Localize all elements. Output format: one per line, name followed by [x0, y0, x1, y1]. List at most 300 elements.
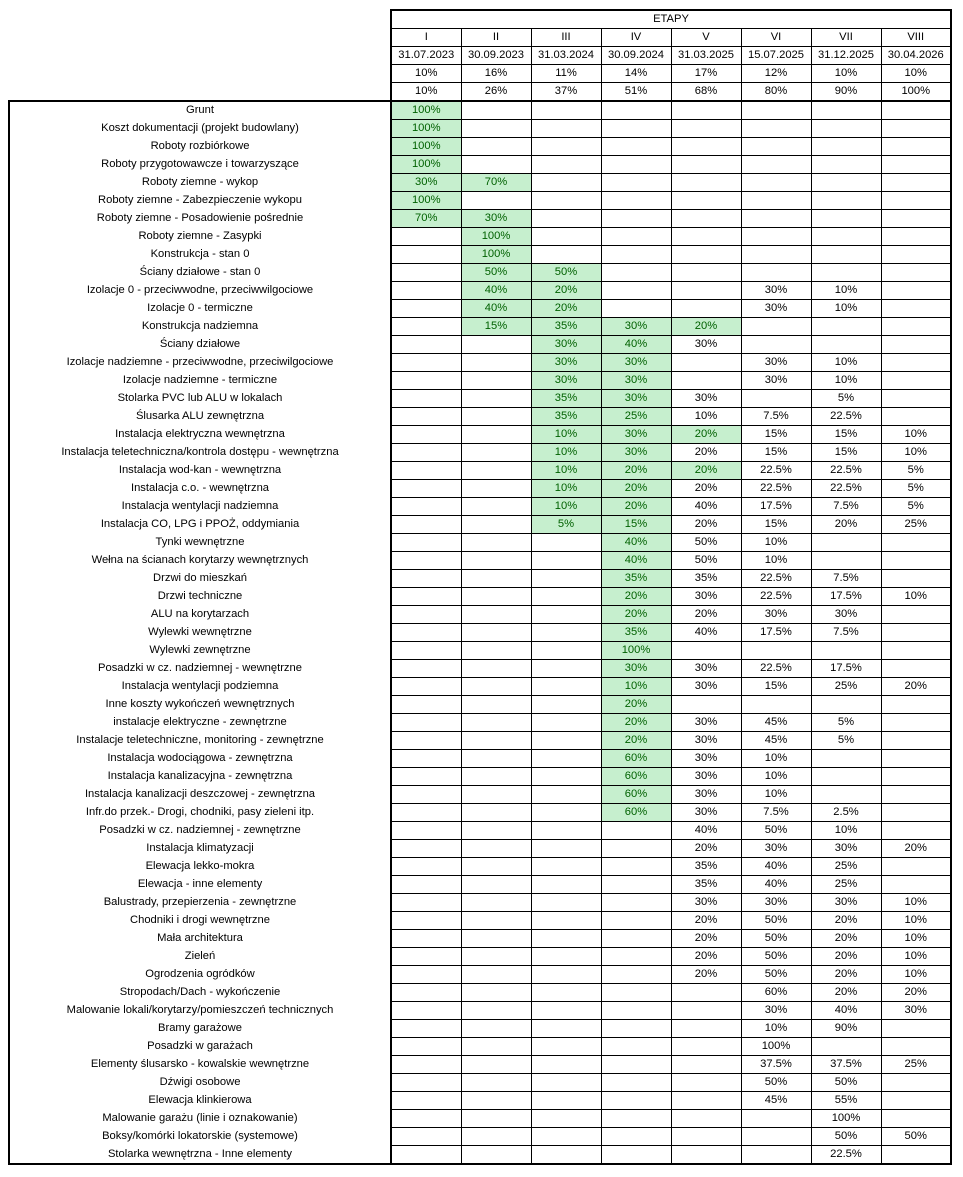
empty-cell [811, 101, 881, 120]
empty-cell [811, 534, 881, 552]
empty-cell [531, 174, 601, 192]
row-label: Roboty rozbiórkowe [9, 138, 391, 156]
table-row [9, 858, 951, 876]
percent-cell: 17.5% [741, 498, 811, 516]
percent-cell: 50% [461, 264, 531, 282]
empty-cell [531, 822, 601, 840]
percent-cell: 20% [601, 696, 671, 714]
empty-cell [671, 1002, 741, 1020]
empty-cell [671, 120, 741, 138]
empty-cell [461, 336, 531, 354]
empty-cell [391, 750, 461, 768]
empty-cell [391, 1002, 461, 1020]
percent-cell: 40% [671, 498, 741, 516]
percent-cell: 30% [671, 894, 741, 912]
percent-cell: 5% [531, 516, 601, 534]
empty-cell [741, 101, 811, 120]
percent-cell: 20% [601, 714, 671, 732]
table-row [9, 696, 951, 714]
empty-cell [391, 354, 461, 372]
percent-cell: 30% [671, 786, 741, 804]
percent-cell: 5% [881, 480, 951, 498]
percent-cell: 10% [671, 408, 741, 426]
table-row [9, 1128, 951, 1146]
percent-cell: 10% [811, 822, 881, 840]
empty-cell [461, 624, 531, 642]
table-row [9, 678, 951, 696]
empty-cell [391, 264, 461, 282]
empty-cell [461, 156, 531, 174]
row-label: Instalacje teletechniczne, monitoring - zewnętrzne [9, 732, 391, 750]
percent-cell: 35% [671, 570, 741, 588]
empty-cell [391, 660, 461, 678]
empty-cell [811, 192, 881, 210]
empty-cell [601, 966, 671, 984]
empty-cell [811, 228, 881, 246]
header-cumulative-percent-row [9, 83, 951, 102]
empty-cell [741, 1128, 811, 1146]
percent-cell: 100% [601, 642, 671, 660]
table-row [9, 156, 951, 174]
empty-cell [881, 714, 951, 732]
empty-cell [531, 228, 601, 246]
cumulative-percent-cell: 26% [461, 83, 531, 102]
percent-cell: 60% [601, 768, 671, 786]
empty-cell [391, 516, 461, 534]
empty-cell [531, 1092, 601, 1110]
empty-cell [461, 840, 531, 858]
empty-cell [461, 804, 531, 822]
row-label: Ślusarka ALU zewnętrzna [9, 408, 391, 426]
percent-cell: 20% [671, 840, 741, 858]
table-row [9, 1092, 951, 1110]
row-label: Mała architektura [9, 930, 391, 948]
empty-cell [601, 174, 671, 192]
row-label: Stolarka wewnętrzna - Inne elementy [9, 1146, 391, 1165]
percent-cell: 30% [601, 354, 671, 372]
empty-cell [601, 1002, 671, 1020]
empty-cell [461, 912, 531, 930]
percent-cell: 25% [811, 678, 881, 696]
empty-cell [461, 570, 531, 588]
empty-cell [531, 1146, 601, 1165]
percent-cell: 20% [531, 282, 601, 300]
empty-cell [391, 624, 461, 642]
row-label: Drzwi techniczne [9, 588, 391, 606]
empty-cell [531, 1038, 601, 1056]
percent-cell: 40% [601, 552, 671, 570]
row-label: Malowanie lokali/korytarzy/pomieszczeń technicznych [9, 1002, 391, 1020]
empty-cell [881, 786, 951, 804]
empty-cell [881, 552, 951, 570]
empty-cell [601, 300, 671, 318]
empty-cell [881, 156, 951, 174]
percent-cell: 10% [811, 354, 881, 372]
row-label: Elewacja klinkierowa [9, 1092, 391, 1110]
empty-cell [881, 534, 951, 552]
percent-cell: 30% [741, 840, 811, 858]
table-row [9, 588, 951, 606]
empty-cell [391, 930, 461, 948]
empty-cell [671, 1146, 741, 1165]
empty-cell [391, 588, 461, 606]
stage-date-cell: 31.03.2024 [531, 47, 601, 65]
percent-cell: 40% [671, 624, 741, 642]
percent-cell: 5% [811, 390, 881, 408]
empty-cell [391, 390, 461, 408]
empty-cell [811, 642, 881, 660]
percent-cell: 7.5% [741, 408, 811, 426]
percent-cell: 40% [741, 858, 811, 876]
empty-cell [391, 714, 461, 732]
percent-cell: 2.5% [811, 804, 881, 822]
empty-cell [881, 750, 951, 768]
table-row [9, 912, 951, 930]
empty-cell [531, 714, 601, 732]
stage-percent-cell: 10% [391, 65, 461, 83]
table-row [9, 840, 951, 858]
empty-cell [461, 1002, 531, 1020]
percent-cell: 20% [671, 930, 741, 948]
percent-cell: 30% [531, 372, 601, 390]
header-blank-cell [9, 47, 391, 65]
percent-cell: 10% [741, 1020, 811, 1038]
empty-cell [461, 1038, 531, 1056]
row-label: Zieleń [9, 948, 391, 966]
percent-cell: 35% [531, 390, 601, 408]
empty-cell [391, 1056, 461, 1074]
empty-cell [671, 174, 741, 192]
percent-cell: 20% [671, 462, 741, 480]
empty-cell [671, 1020, 741, 1038]
table-row [9, 570, 951, 588]
empty-cell [461, 462, 531, 480]
empty-cell [391, 498, 461, 516]
percent-cell: 60% [601, 750, 671, 768]
table-row [9, 228, 951, 246]
empty-cell [881, 282, 951, 300]
empty-cell [461, 390, 531, 408]
percent-cell: 15% [741, 426, 811, 444]
empty-cell [461, 1128, 531, 1146]
row-label: Instalacja wentylacji nadziemna [9, 498, 391, 516]
row-label: Stropodach/Dach - wykończenie [9, 984, 391, 1002]
row-label: Stolarka PVC lub ALU w lokalach [9, 390, 391, 408]
percent-cell: 5% [881, 462, 951, 480]
table-row [9, 120, 951, 138]
percent-cell: 20% [671, 912, 741, 930]
empty-cell [811, 750, 881, 768]
empty-cell [391, 1074, 461, 1092]
percent-cell: 30% [741, 354, 811, 372]
percent-cell: 15% [811, 426, 881, 444]
table-row [9, 372, 951, 390]
percent-cell: 22.5% [741, 660, 811, 678]
percent-cell: 5% [811, 714, 881, 732]
empty-cell [391, 840, 461, 858]
empty-cell [671, 1056, 741, 1074]
empty-cell [881, 390, 951, 408]
percent-cell: 10% [881, 588, 951, 606]
percent-cell: 30% [811, 894, 881, 912]
percent-cell: 35% [531, 408, 601, 426]
empty-cell [881, 1146, 951, 1165]
empty-cell [461, 678, 531, 696]
row-label: Izolacje 0 - przeciwwodne, przeciwwilgociowe [9, 282, 391, 300]
stage-number-cell: III [531, 29, 601, 47]
table-row [9, 300, 951, 318]
percent-cell: 100% [391, 120, 461, 138]
empty-cell [881, 822, 951, 840]
row-label: Elewacja lekko-mokra [9, 858, 391, 876]
empty-cell [391, 372, 461, 390]
percent-cell: 25% [881, 516, 951, 534]
table-row [9, 894, 951, 912]
empty-cell [741, 1146, 811, 1165]
empty-cell [461, 858, 531, 876]
row-label: Posadzki w cz. nadziemnej - zewnętrzne [9, 822, 391, 840]
stage-number-cell: II [461, 29, 531, 47]
empty-cell [531, 1128, 601, 1146]
empty-cell [531, 192, 601, 210]
table-row [9, 534, 951, 552]
empty-cell [601, 840, 671, 858]
row-label: Instalacja c.o. - wewnętrzna [9, 480, 391, 498]
stage-percent-cell: 10% [811, 65, 881, 83]
empty-cell [671, 1074, 741, 1092]
empty-cell [741, 1110, 811, 1128]
row-label: Malowanie garażu (linie i oznakowanie) [9, 1110, 391, 1128]
percent-cell: 10% [531, 480, 601, 498]
empty-cell [461, 192, 531, 210]
empty-cell [601, 120, 671, 138]
percent-cell: 20% [531, 300, 601, 318]
empty-cell [881, 624, 951, 642]
percent-cell: 30% [601, 444, 671, 462]
percent-cell: 40% [601, 336, 671, 354]
row-label: Izolacje nadziemne - termiczne [9, 372, 391, 390]
empty-cell [671, 1092, 741, 1110]
empty-cell [881, 192, 951, 210]
percent-cell: 20% [811, 912, 881, 930]
empty-cell [391, 1038, 461, 1056]
empty-cell [671, 156, 741, 174]
percent-cell: 22.5% [741, 588, 811, 606]
percent-cell: 20% [671, 948, 741, 966]
empty-cell [741, 696, 811, 714]
stage-number-cell: IV [601, 29, 671, 47]
percent-cell: 20% [671, 516, 741, 534]
percent-cell: 50% [671, 534, 741, 552]
table-row [9, 750, 951, 768]
empty-cell [531, 120, 601, 138]
percent-cell: 60% [601, 786, 671, 804]
empty-cell [601, 984, 671, 1002]
percent-cell: 20% [881, 984, 951, 1002]
percent-cell: 35% [671, 858, 741, 876]
empty-cell [601, 1110, 671, 1128]
percent-cell: 70% [391, 210, 461, 228]
empty-cell [391, 984, 461, 1002]
empty-cell [741, 336, 811, 354]
row-label: Koszt dokumentacji (projekt budowlany) [9, 120, 391, 138]
percent-cell: 10% [741, 552, 811, 570]
percent-cell: 100% [811, 1110, 881, 1128]
empty-cell [391, 1020, 461, 1038]
empty-cell [461, 101, 531, 120]
empty-cell [391, 570, 461, 588]
percent-cell: 20% [811, 966, 881, 984]
empty-cell [671, 210, 741, 228]
row-label: Ogrodzenia ogródków [9, 966, 391, 984]
row-label: Wylewki zewnętrzne [9, 642, 391, 660]
cumulative-percent-cell: 80% [741, 83, 811, 102]
empty-cell [601, 1092, 671, 1110]
empty-cell [461, 138, 531, 156]
percent-cell: 30% [671, 336, 741, 354]
empty-cell [881, 858, 951, 876]
empty-cell [601, 228, 671, 246]
percent-cell: 20% [671, 480, 741, 498]
empty-cell [601, 246, 671, 264]
header-stage-percent-row [9, 65, 951, 83]
percent-cell: 30% [671, 714, 741, 732]
empty-cell [741, 246, 811, 264]
empty-cell [811, 786, 881, 804]
empty-cell [671, 372, 741, 390]
empty-cell [811, 210, 881, 228]
row-label: Instalacja kanalizacyjna - zewnętrzna [9, 768, 391, 786]
empty-cell [741, 174, 811, 192]
row-label: Wełna na ścianach korytarzy wewnętrznych [9, 552, 391, 570]
percent-cell: 22.5% [741, 480, 811, 498]
percent-cell: 20% [601, 732, 671, 750]
empty-cell [531, 840, 601, 858]
empty-cell [881, 642, 951, 660]
empty-cell [531, 156, 601, 174]
empty-cell [811, 1038, 881, 1056]
percent-cell: 30% [601, 426, 671, 444]
row-label: Konstrukcja - stan 0 [9, 246, 391, 264]
percent-cell: 37.5% [741, 1056, 811, 1074]
stage-date-cell: 30.09.2024 [601, 47, 671, 65]
empty-cell [391, 318, 461, 336]
percent-cell: 20% [671, 606, 741, 624]
row-label: Instalacja kanalizacji deszczowej - zewnętrzna [9, 786, 391, 804]
empty-cell [601, 912, 671, 930]
percent-cell: 100% [461, 246, 531, 264]
empty-cell [531, 696, 601, 714]
empty-cell [811, 246, 881, 264]
empty-cell [531, 804, 601, 822]
empty-cell [811, 120, 881, 138]
row-label: Tynki wewnętrzne [9, 534, 391, 552]
empty-cell [461, 1020, 531, 1038]
percent-cell: 30% [811, 606, 881, 624]
empty-cell [461, 372, 531, 390]
percent-cell: 10% [881, 948, 951, 966]
schedule-table [8, 9, 952, 1165]
empty-cell [461, 480, 531, 498]
percent-cell: 30% [601, 390, 671, 408]
percent-cell: 20% [671, 426, 741, 444]
empty-cell [601, 192, 671, 210]
header-blank-cell [9, 10, 391, 29]
empty-cell [741, 192, 811, 210]
empty-cell [391, 534, 461, 552]
empty-cell [741, 156, 811, 174]
table-row [9, 192, 951, 210]
empty-cell [461, 408, 531, 426]
empty-cell [671, 696, 741, 714]
empty-cell [531, 948, 601, 966]
percent-cell: 10% [881, 912, 951, 930]
empty-cell [601, 264, 671, 282]
empty-cell [461, 534, 531, 552]
percent-cell: 45% [741, 1092, 811, 1110]
percent-cell: 35% [531, 318, 601, 336]
percent-cell: 10% [811, 300, 881, 318]
percent-cell: 10% [741, 768, 811, 786]
empty-cell [461, 444, 531, 462]
percent-cell: 70% [461, 174, 531, 192]
empty-cell [391, 696, 461, 714]
empty-cell [671, 984, 741, 1002]
percent-cell: 40% [811, 1002, 881, 1020]
table-row [9, 624, 951, 642]
percent-cell: 22.5% [811, 408, 881, 426]
percent-cell: 22.5% [811, 1146, 881, 1165]
table-row [9, 930, 951, 948]
empty-cell [531, 210, 601, 228]
table-row [9, 714, 951, 732]
empty-cell [391, 408, 461, 426]
stage-date-cell: 31.03.2025 [671, 47, 741, 65]
row-label: Roboty przygotowawcze i towarzyszące [9, 156, 391, 174]
row-label: Posadzki w garażach [9, 1038, 391, 1056]
empty-cell [391, 552, 461, 570]
stage-percent-cell: 11% [531, 65, 601, 83]
percent-cell: 20% [601, 606, 671, 624]
empty-cell [461, 1110, 531, 1128]
empty-cell [531, 246, 601, 264]
table-row [9, 660, 951, 678]
empty-cell [881, 768, 951, 786]
empty-cell [531, 786, 601, 804]
empty-cell [461, 642, 531, 660]
empty-cell [391, 1128, 461, 1146]
row-label: Instalacja CO, LPG i PPOŻ, oddymiania [9, 516, 391, 534]
percent-cell: 60% [741, 984, 811, 1002]
header-blank-cell [9, 65, 391, 83]
percent-cell: 10% [881, 930, 951, 948]
percent-cell: 20% [601, 480, 671, 498]
percent-cell: 25% [881, 1056, 951, 1074]
table-row [9, 606, 951, 624]
empty-cell [601, 1056, 671, 1074]
empty-cell [671, 264, 741, 282]
percent-cell: 100% [741, 1038, 811, 1056]
empty-cell [531, 570, 601, 588]
percent-cell: 30% [671, 804, 741, 822]
empty-cell [881, 606, 951, 624]
empty-cell [391, 480, 461, 498]
empty-cell [881, 1020, 951, 1038]
empty-cell [391, 336, 461, 354]
table-row [9, 498, 951, 516]
empty-cell [601, 876, 671, 894]
row-label: Wylewki wewnętrzne [9, 624, 391, 642]
